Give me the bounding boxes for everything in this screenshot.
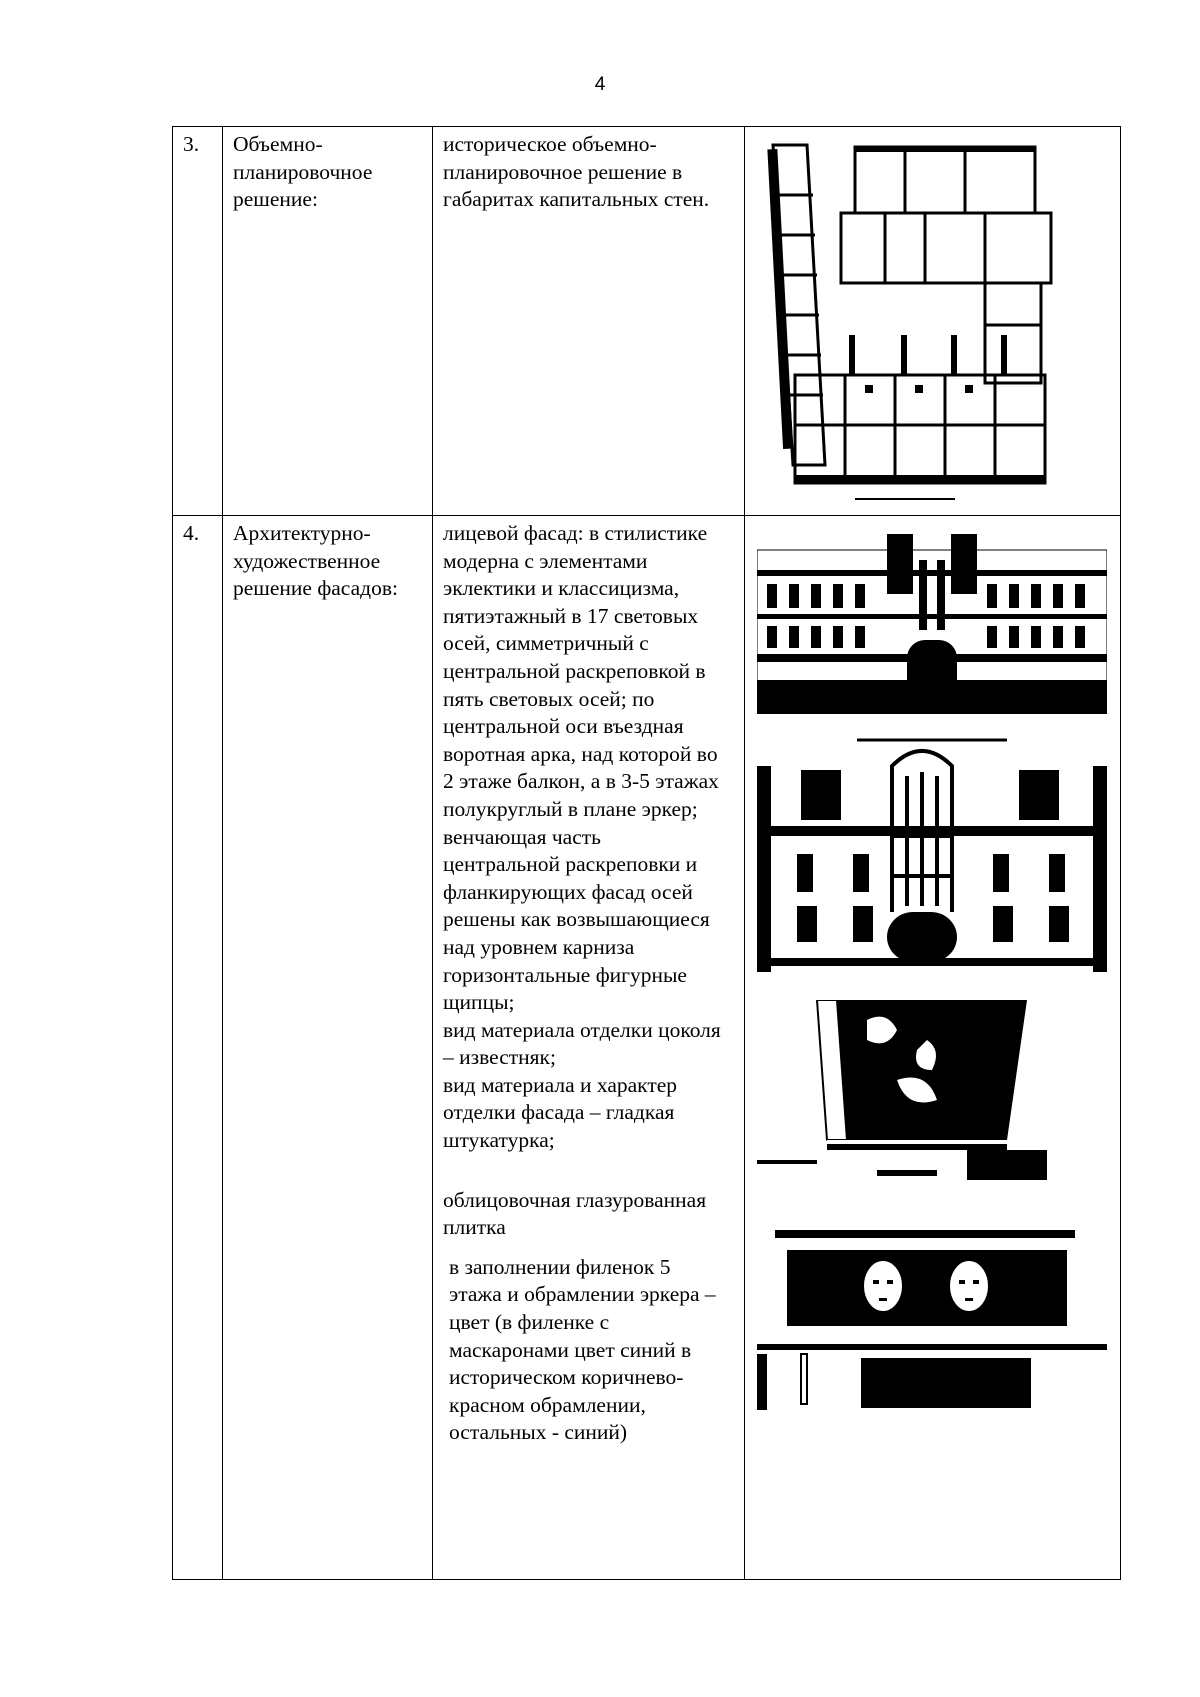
description-paragraph: вид материала отделки цоколя – известняк;	[443, 1017, 721, 1070]
row-name-line: Архитектурно-	[233, 521, 371, 545]
description-paragraph: вид материала и характер отделки фасада – гладкая штукатурка;	[443, 1072, 678, 1153]
page-number: 4	[594, 74, 606, 95]
tile-detail-photo	[757, 1000, 1120, 1194]
table-row	[173, 516, 1121, 1580]
row-name-cell	[223, 516, 433, 1580]
row-name-line: планировочное	[233, 159, 373, 184]
table-row	[173, 127, 1121, 516]
row-image-cell	[745, 127, 1121, 516]
facade-photo	[757, 530, 1120, 714]
characteristics-table	[172, 126, 1121, 1580]
row-description	[433, 516, 733, 1447]
row-name-line: художественное	[233, 548, 381, 573]
description-paragraph: облицовочная глазурованная плитка	[443, 1187, 707, 1240]
row-number-cell	[173, 127, 223, 516]
floor-plan-drawing	[755, 135, 1120, 503]
row-description: историческое объемно-планировочное решение в габаритах капитальных стен.	[443, 132, 710, 212]
description-paragraph: лицевой фасад: в стилистике модерна с элементами эклектики и классицизма, пятиэтажный в 17 световых осей, симметричный с центральной раскреповкой в пять световых осей; по центральной оси въездная воротная арка, над которой во 2 этаже балкон, а в 3-5 этажах полукруглый в плане эркер; венчающая часть центральной раскреповки и фланкирующих фасад осей решены как возвышающиеся над уровнем карниза горизонтальные фигурные щипцы;	[443, 521, 719, 1015]
row-image-cell	[745, 516, 1121, 1580]
description-paragraph: в заполнении филенок 5 этажа и обрамлении эркера – цвет (в филенке с маскаронами цвет синий в историческом коричнево-красном обрамлении, остальных - синий)	[449, 1254, 716, 1445]
mascaron-panel-photo	[757, 1224, 1120, 1410]
row-name	[223, 516, 432, 603]
bay-window-photo	[757, 736, 1120, 972]
row-name	[223, 127, 432, 214]
row-number-cell	[173, 516, 223, 1580]
row-number: 4.	[183, 521, 200, 545]
row-name-line: решение:	[233, 187, 318, 212]
row-name-line: Объемно-	[233, 132, 323, 156]
row-description-cell	[433, 127, 745, 516]
row-description-cell	[433, 516, 745, 1580]
row-number: 3.	[183, 132, 200, 156]
row-name-line: решение фасадов:	[233, 576, 398, 601]
row-name-cell	[223, 127, 433, 516]
